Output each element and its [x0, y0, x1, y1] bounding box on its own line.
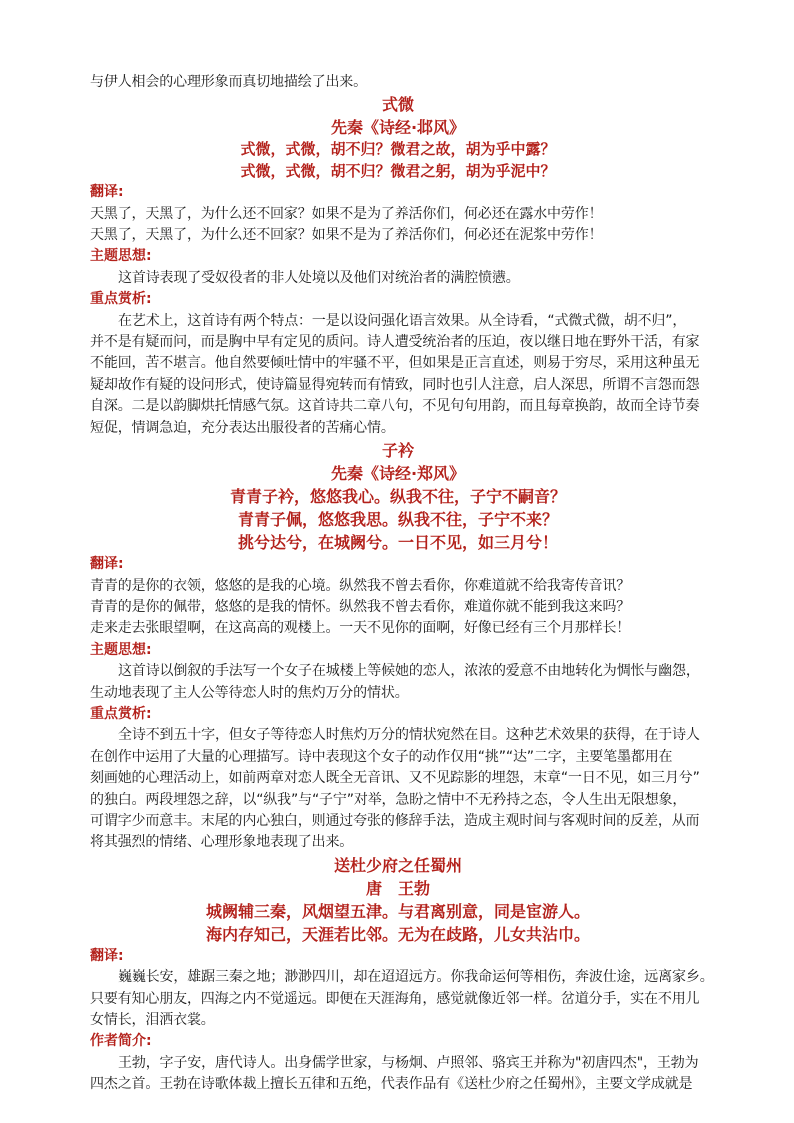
translation-line: 青青的是你的佩带，悠悠的是我的情怀。纵然我不曾去看你，难道你就不能到我这来吗？ — [90, 598, 631, 615]
appreciation-line: 的独白。两段埋怨之辞，以“纵我”与“子宁”对举，急盼之情中不无矜持之态，令人生出无限想象， — [90, 791, 687, 808]
appreciation-line: 疑却故作有疑的设问形式，使诗篇显得宛转而有情致，同时也引人注意，启人深思，所谓不言怨而怨 — [90, 376, 700, 393]
appreciation-line: 短促，情调急迫，充分表达出服役者的苦痛心情。 — [90, 419, 395, 436]
appreciation-line: 可谓字少而意丰。末尾的内心独白，则通过夸张的修辞手法，造成主观时间与客观时间的反差，从而 — [90, 812, 700, 829]
theme-line: 这首诗以倒叙的手法写一个女子在城楼上等候她的恋人，浓浓的爱意不由地转化为惆怅与幽怨， — [118, 663, 700, 680]
translation-heading: 翻译: — [90, 184, 124, 201]
appreciation-line: 并不是有疑而问，而是胸中早有定见的质问。诗人遭受统治者的压迫，夜以继日地在野外干活，有家 — [90, 334, 700, 351]
poem-line: 城阙辅三秦，风烟望五津。与君离别意，同是宦游人。 — [205, 901, 590, 921]
theme-heading: 主题思想: — [90, 248, 152, 265]
translation-line: 巍巍长安，雄踞三秦之地；渺渺四川，却在迢迢远方。你我命运何等相伤，奔波仕途，远离家乡。 — [118, 969, 714, 986]
poem-line: 式微，式微，胡不归？微君之躬，胡为乎泥中？ — [240, 161, 556, 180]
document-page — [90, 72, 714, 1096]
poem-title: 子衿 — [381, 441, 414, 461]
translation-line: 青青的是你的衣领，悠悠的是我的心境。纵然我不曾去看你，你难道就不给我寄传音讯？ — [90, 577, 631, 594]
translation-line: 女情长，泪洒衣裳。 — [90, 1012, 215, 1028]
appreciation-heading: 重点赏析: — [90, 705, 152, 722]
theme-line: 生动地表现了主人公等待恋人时的焦灼万分的情状。 — [90, 684, 409, 701]
appreciation-line: 将其强烈的情绪、心理形象地表现了出来。 — [90, 834, 354, 851]
poem-source: 先秦《诗经·邶风》 — [330, 118, 466, 138]
poem-line: 青青子佩，悠悠我思。纵我不往，子宁不来？ — [237, 510, 558, 530]
translation-heading: 翻译: — [90, 556, 124, 573]
intro-line: 与伊人相会的心理形象而真切地描绘了出来。 — [90, 74, 367, 90]
translation-line: 天黑了，天黑了，为什么还不回家？如果不是为了养活你们，何必还在露水中劳作！ — [90, 205, 603, 222]
poem-source: 唐 王勃 — [365, 878, 430, 898]
translation-line: 走来走去张眼望啊，在这高高的观楼上。一天不见你的面啊，好像已经有三个月那样长！ — [90, 620, 631, 637]
poem-source: 先秦《诗经·郑风》 — [330, 464, 466, 484]
author-heading: 作者简介: — [90, 1033, 152, 1050]
appreciation-line: 不能回，苦不堪言。他自然要倾吐情中的牢骚不平，但如果是正言直述，则易于穷尽，采用这种虽无 — [90, 355, 700, 372]
poem-line: 式微，式微，胡不归？微君之故，胡为乎中露？ — [240, 140, 556, 159]
translation-line: 只要有知心朋友，四海之内不觉遥远。即便在天涯海角，感觉就像近邻一样。岔道分手，实在不用儿 — [90, 990, 700, 1007]
poem-line: 海内存知己，天涯若比邻。无为在歧路，儿女共沾巾。 — [205, 924, 590, 944]
appreciation-line: 刻画她的心理活动上，如前两章对恋人既全无音讯、又不见踪影的埋怨，末章“一日不见，如三月兮” — [90, 770, 700, 787]
poem-title: 式微 — [381, 95, 414, 115]
appreciation-line: 在艺术上，这首诗有两个特点：一是以设问强化语言效果。从全诗看，“式微式微，胡不归”， — [118, 312, 687, 329]
translation-heading: 翻译: — [90, 947, 124, 964]
poem-title: 送杜少府之任蜀州 — [333, 855, 462, 875]
appreciation-line: 自深。二是以韵脚烘托情感气氛。这首诗共二章八句，不见句句用韵，而且每章换韵，故而全诗节奏 — [90, 398, 700, 415]
appreciation-line: 在创作中运用了大量的心理描写。诗中表现这个女子的动作仅用“挑”“达”二字，主要笔墨都用在 — [90, 748, 673, 765]
appreciation-heading: 重点赏析: — [90, 291, 152, 308]
poem-line: 挑兮达兮，在城阙兮。一日不见，如三月兮！ — [237, 533, 558, 553]
translation-line: 天黑了，天黑了，为什么还不回家？如果不是为了养活你们，何必还在泥浆中劳作！ — [90, 227, 603, 244]
appreciation-line: 全诗不到五十字，但女子等待恋人时焦灼万分的情状宛然在目。这种艺术效果的获得，在于诗人 — [118, 727, 700, 744]
theme-heading: 主题思想: — [90, 641, 152, 658]
author-line: 四杰之首。王勃在诗歌体裁上擅长五律和五绝，代表作品有《送杜少府之任蜀州》，主要文学成就是 — [90, 1076, 693, 1093]
theme-text: 这首诗表现了受奴役者的非人处境以及他们对统治者的满腔愤懑。 — [118, 269, 520, 286]
author-line: 王勃，字子安，唐代诗人。出身儒学世家，与杨炯、卢照邻、骆宾王并称为"初唐四杰"，王勃为 — [118, 1054, 699, 1071]
poem-line: 青青子衿，悠悠我心。纵我不往，子宁不嗣音？ — [229, 487, 566, 507]
